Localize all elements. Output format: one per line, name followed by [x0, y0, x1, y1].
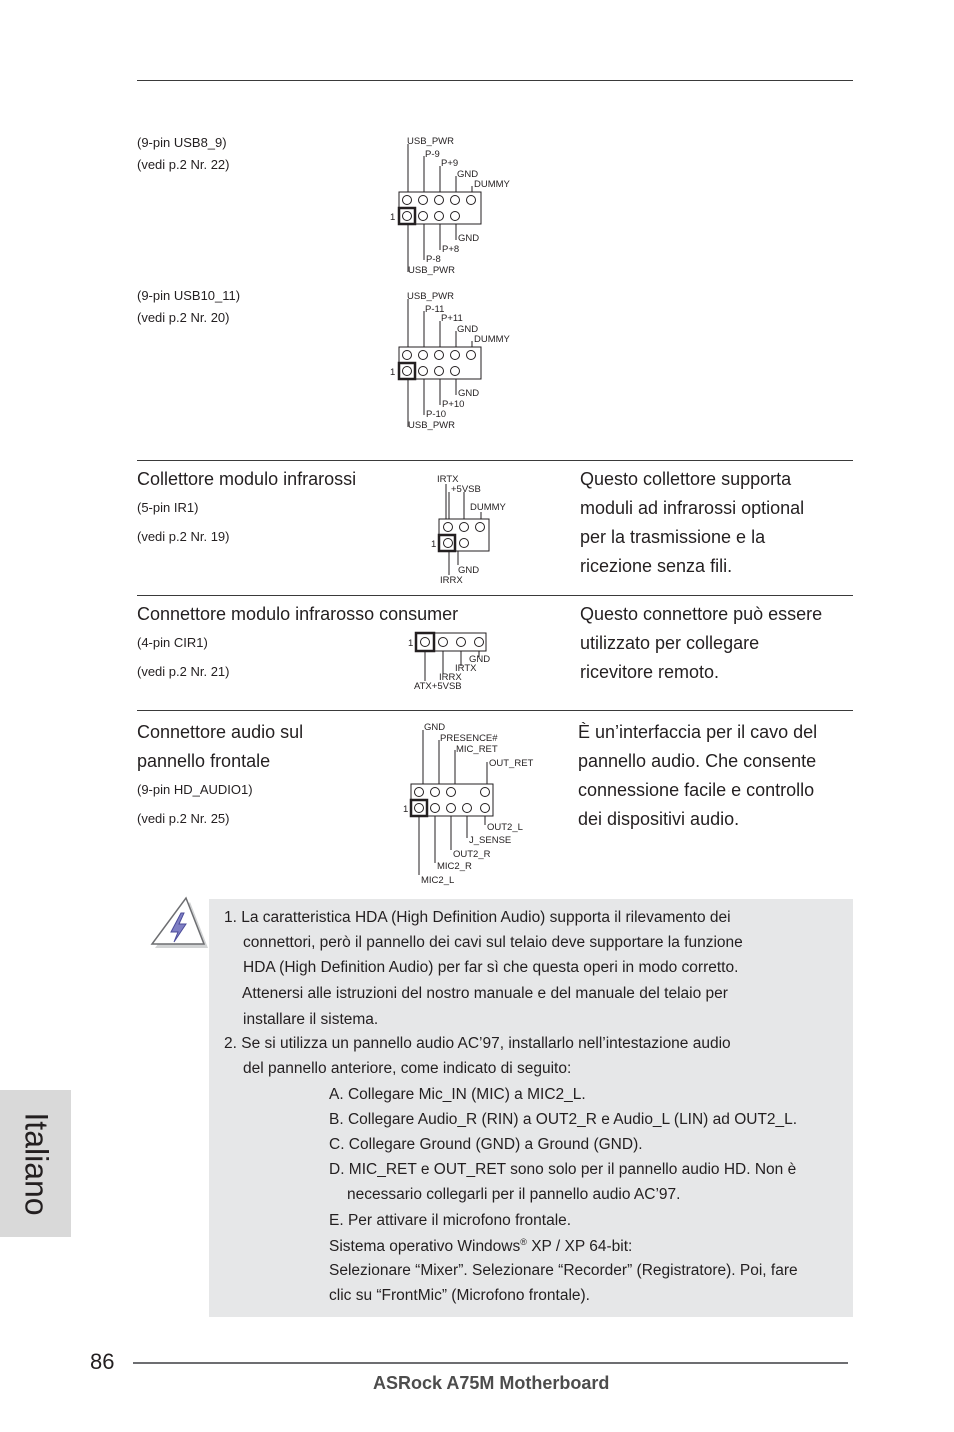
usb10-pin-label: P+10 [442, 399, 465, 410]
note-line: connettori, però il pannello dei cavi sul telaio deve supportare la funzione [243, 934, 743, 951]
note-line: 2. Se si utilizza un pannello audio AC’97, installarlo nell’intestazione audio [224, 1035, 731, 1052]
footer-title: ASRock A75M Motherboard [373, 1373, 610, 1393]
audio-pin-label: OUT_RET [489, 758, 534, 769]
audio-pin-label: GND [424, 722, 446, 733]
audio-pin-label: J_SENSE [469, 835, 512, 846]
desc-line: Questo collettore supporta [580, 469, 792, 489]
note-line: C. Collegare Ground (GND) a Ground (GND). [329, 1136, 643, 1153]
audio-pins: (9-pin HD_AUDIO1) [137, 782, 253, 797]
audio-pin1-marker: 1 [403, 804, 409, 815]
audio-header-diagram [395, 720, 555, 890]
usb10-pin-label: USB_PWR [408, 420, 455, 431]
usb8-pin-label: P-8 [426, 254, 441, 265]
note-text: XP / XP 64-bit: [531, 1238, 633, 1256]
usb8-pin-label: P-9 [425, 149, 440, 160]
audio-pin-label: OUT2_L [487, 822, 523, 833]
desc-line: ricevitore remoto. [580, 662, 720, 682]
ir-pins: (5-pin IR1) [137, 500, 199, 515]
usb10-pin-label: P+11 [441, 313, 463, 324]
ir-description [580, 465, 804, 581]
ir-title: Collettore modulo infrarossi [137, 469, 357, 489]
cir-ref: (vedi p.2 Nr. 21) [137, 664, 230, 679]
usb10-title: (9-pin USB10_11) [137, 288, 241, 303]
usb8-pin-label: USB_PWR [407, 136, 454, 147]
note-line: E. Per attivare il microfono frontale. [329, 1212, 572, 1229]
note-line: A. Collegare Mic_IN (MIC) a MIC2_L. [329, 1086, 586, 1103]
note-line: del pannello anteriore, come indicato di seguito: [243, 1060, 572, 1077]
audio-title-line1: Connettore audio sul [137, 722, 304, 742]
page-number: 86 [90, 1349, 115, 1374]
language-tab [0, 1090, 71, 1237]
cir-pin-label: ATX+5VSB [414, 681, 462, 692]
section-rule [137, 595, 853, 596]
audio-pin-label: MIC2_L [421, 875, 455, 886]
ir-ref: (vedi p.2 Nr. 19) [137, 529, 230, 544]
usb8-header-diagram [385, 132, 525, 277]
usb10-pin-label: GND [457, 324, 479, 335]
ir-header-diagram [428, 472, 548, 587]
notes-box [209, 899, 853, 1317]
usb8-title: (9-pin USB8_9) [137, 135, 227, 150]
note-line: D. MIC_RET e OUT_RET sono solo per il pannello audio HD. Non è [329, 1161, 797, 1178]
usb8-pin-label: GND [458, 233, 480, 244]
ir-pin-label: GND [458, 565, 480, 576]
audio-title-line2: pannello frontale [137, 751, 271, 771]
audio-description [578, 718, 817, 834]
cir-pin-label: IRTX [455, 663, 477, 674]
note-line: B. Collegare Audio_R (RIN) a OUT2_R e Audio_L (LIN) ad OUT2_L. [329, 1111, 798, 1128]
cir-pin-label: GND [469, 654, 491, 665]
desc-line: pannello audio. Che consente [578, 751, 817, 771]
warning-icon [150, 896, 212, 954]
section-rule [137, 460, 853, 461]
registered-mark: ® [520, 1237, 527, 1247]
note-line: Attenersi alle istruzioni del nostro manuale e del manuale del telaio per [242, 985, 728, 1002]
usb8-pin1-marker: 1 [390, 212, 396, 223]
section-rule [137, 710, 853, 711]
usb8-ref: (vedi p.2 Nr. 22) [137, 157, 230, 172]
note-line: HDA (High Definition Audio) per far sì che questa operi in modo corretto. [243, 959, 739, 976]
usb10-pin-label: P-11 [425, 304, 445, 315]
note-line: installare il sistema. [243, 1011, 379, 1028]
top-rule [137, 80, 853, 81]
cir-header-diagram [405, 628, 515, 693]
ir-pin-label: IRRX [440, 575, 463, 586]
usb10-pin-label: GND [458, 388, 480, 399]
desc-line: dei dispositivi audio. [578, 809, 740, 829]
cir-description [580, 600, 822, 687]
audio-ref: (vedi p.2 Nr. 25) [137, 811, 230, 826]
language-tab-label: Italiano [18, 1111, 54, 1216]
audio-pin-label: MIC_RET [456, 744, 498, 755]
desc-line: per la trasmissione e la [580, 527, 766, 547]
desc-line: ricezione senza fili. [580, 556, 733, 576]
note-line: clic su “FrontMic” (Microfono frontale). [329, 1287, 590, 1304]
desc-line: connessione facile e controllo [578, 780, 815, 800]
usb8-pin-label: P+8 [442, 244, 460, 255]
note-line: Selezionare “Mixer”. Selezionare “Recorder” (Registratore). Poi, fare [329, 1262, 798, 1279]
desc-line: moduli ad infrarossi optional [580, 498, 805, 518]
note-text: Sistema operativo Windows [329, 1238, 521, 1256]
cir-title: Connettore modulo infrarosso consumer [137, 604, 459, 624]
usb8-pin-label: USB_PWR [408, 265, 455, 276]
usb10-pin1-marker: 1 [390, 367, 396, 378]
note-line: necessario collegarli per il pannello audio AC’97. [347, 1186, 681, 1203]
audio-pin-label: PRESENCE# [440, 733, 498, 744]
usb10-pin-label: DUMMY [474, 334, 510, 345]
desc-line: Questo connettore può essere [580, 604, 823, 624]
desc-line: utilizzato per collegare [580, 633, 760, 653]
ir-pin-label: DUMMY [470, 502, 506, 513]
note-line-windows [329, 1237, 632, 1256]
usb10-pin-label: P-10 [426, 409, 447, 420]
usb8-pin-label: DUMMY [474, 179, 510, 190]
desc-line: È un’interfaccia per il cavo del [578, 722, 818, 742]
usb10-header-diagram [385, 287, 525, 432]
footer-rule [133, 1362, 848, 1364]
usb8-pin-label: P+9 [441, 158, 459, 169]
usb8-pin-label: GND [457, 169, 479, 180]
note-line: 1. La caratteristica HDA (High Definition Audio) supporta il rilevamento dei [224, 909, 731, 926]
ir-pin-label: IRTX [437, 474, 459, 485]
cir-pin-label: IRRX [439, 672, 462, 683]
ir-pin1-marker: 1 [431, 539, 437, 550]
usb10-ref: (vedi p.2 Nr. 20) [137, 310, 230, 325]
usb10-pin-label: USB_PWR [407, 291, 454, 302]
audio-pin-label: OUT2_R [453, 849, 491, 860]
cir-pins: (4-pin CIR1) [137, 635, 208, 650]
ir-pin-label: +5VSB [451, 484, 481, 495]
cir-pin1-marker: 1 [408, 638, 414, 649]
audio-pin-label: MIC2_R [437, 861, 472, 872]
